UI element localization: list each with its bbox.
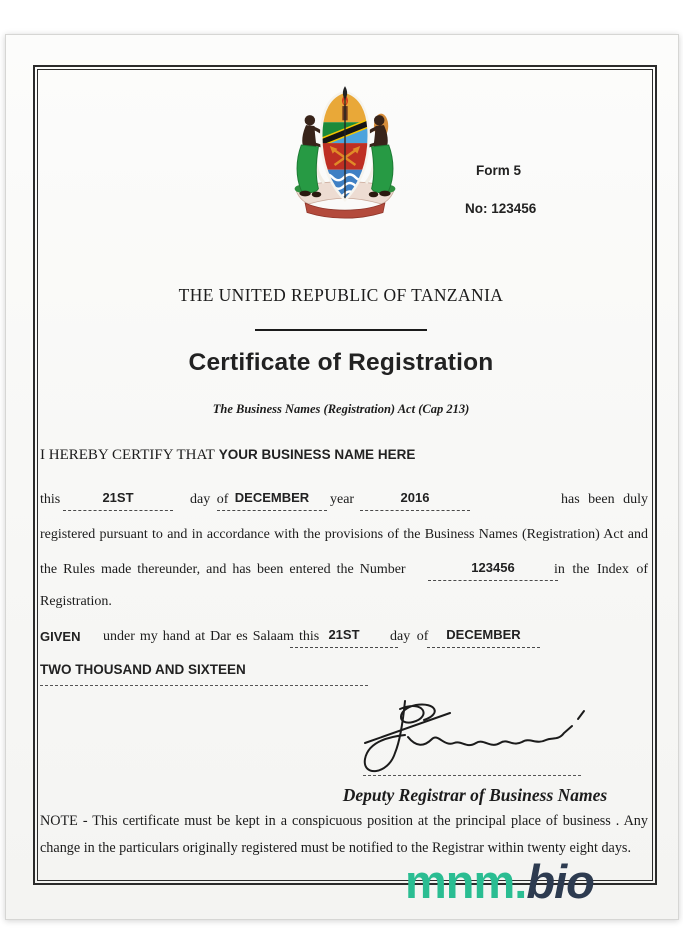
tanzania-coat-of-arms-emblem xyxy=(288,86,402,224)
form-label: Form 5 xyxy=(476,163,522,178)
signature-scribble xyxy=(350,693,600,778)
date-line xyxy=(40,490,648,516)
month-value-field: DECEMBER xyxy=(217,490,327,511)
certificate-title: Certificate of Registration xyxy=(188,349,494,376)
signatory-title: Deputy Registrar of Business Names xyxy=(342,785,608,805)
note-text: NOTE - This certificate must be kept in a conspicuous position at the principal place of business . Any change in the particulars originally registered must be notified to the Registrar within twenty eight days. xyxy=(40,813,648,856)
watermark-prefix: mnm. xyxy=(405,855,527,908)
given-day-field: 21ST xyxy=(290,627,398,648)
word-day-of: day of xyxy=(190,492,229,507)
given-line xyxy=(40,627,648,653)
rules-text: the Rules made thereunder, and has been entered the Number xyxy=(40,562,406,577)
entry-number-field: 123456 xyxy=(428,560,558,581)
day-value-field: 21ST xyxy=(63,490,173,511)
given-text: under my hand at Dar es Salaam this xyxy=(103,629,320,644)
registration-word: Registration. xyxy=(40,594,112,609)
certificate-number: No: 123456 xyxy=(465,201,537,216)
word-duly: has been duly xyxy=(561,492,648,507)
word-year: year xyxy=(330,492,355,507)
signature-line xyxy=(363,775,581,776)
number-line xyxy=(40,560,648,586)
title-divider xyxy=(255,329,427,331)
given-label: GIVEN xyxy=(40,629,81,644)
year-in-words-field xyxy=(40,661,368,686)
business-name-value: YOUR BUSINESS NAME HERE xyxy=(218,447,416,462)
certify-prefix: I HEREBY CERTIFY THAT xyxy=(40,447,215,463)
given-month-field: DECEMBER xyxy=(427,627,540,648)
year-value-field: 2016 xyxy=(360,490,470,511)
index-text: in the Index of xyxy=(553,562,648,577)
word-this: this xyxy=(40,492,61,507)
watermark-suffix: bio xyxy=(526,855,594,908)
registered-line: registered pursuant to and in accordance with the provisions of the Business Names (Registration) Act and xyxy=(40,527,648,542)
act-subtitle: The Business Names (Registration) Act (Cap 213) xyxy=(212,402,470,416)
given-day-of: day of xyxy=(390,629,429,644)
certify-line xyxy=(40,446,648,464)
year-in-words-text: TWO THOUSAND AND SIXTEEN xyxy=(40,662,246,677)
watermark-logo xyxy=(405,855,594,908)
country-title: THE UNITED REPUBLIC OF TANZANIA xyxy=(178,285,504,305)
